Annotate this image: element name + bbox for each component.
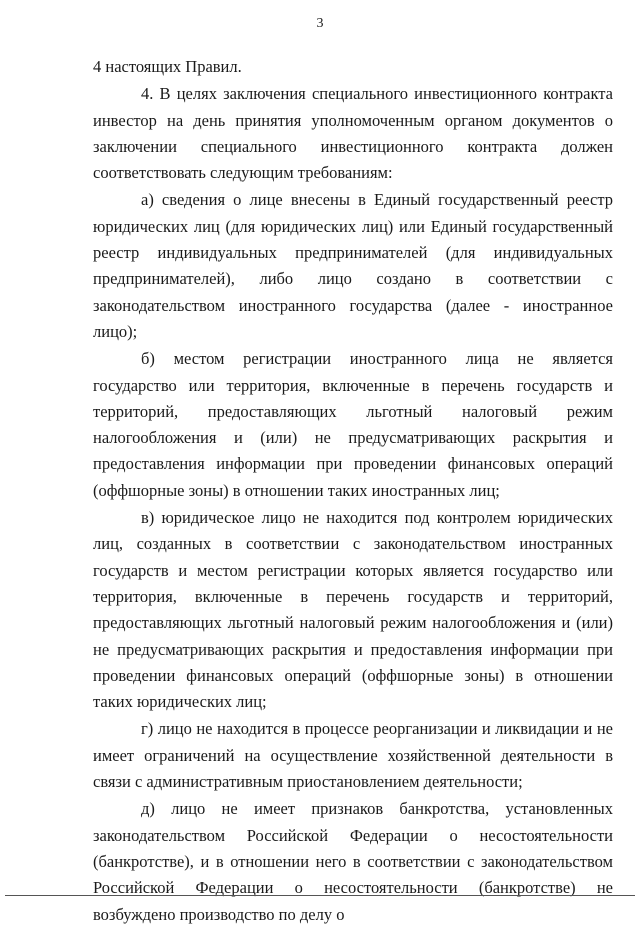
page-number: 3 [316,16,324,31]
paragraph-continuation: 4 настоящих Правил. [93,57,242,76]
document-body [93,54,613,928]
paragraph-item-b: б) местом регистрации иностранного лица не является государство или территория, включенные в перечень государств и территорий, предоставляющих льготный налоговый режим налогообложения и (или) не предусматривающих раскрытия и предоставления информации при проведении финансовых операций (оффшорные зоны) в отношении таких иностранных лиц; [93,349,613,500]
paragraph-item-a: а) сведения о лице внесены в Единый государственный реестр юридических лиц (для юридических лиц) или Единый государственный реестр индивидуальных предпринимателей (для индивидуальных предпринимателей), либо лицо создано в соответствии с законодательством иностранного государства (далее - иностранное лицо); [93,190,613,341]
paragraph-item-v: в) юридическое лицо не находится под контролем юридических лиц, созданных в соответствии с законодательством иностранных государств и местом регистрации которых является государство или территория, включенные в перечень государств и территорий, предоставляющих льготный налоговый режим налогообложения и (или) не предусматривающих раскрытия и предоставления информации при проведении финансовых операций (оффшорные зоны) в отношении таких юридических лиц; [93,508,613,712]
paragraph-item-g: г) лицо не находится в процессе реорганизации и ликвидации и не имеет ограничений на осуществление хозяйственной деятельности в связи с административным приостановлением деятельности; [93,719,613,792]
paragraph-clause-4: 4. В целях заключения специального инвестиционного контракта инвестор на день принятия уполномоченным органом документов о заключении специального инвестиционного контракта должен соответствовать следующим требованиям: [93,84,613,183]
paragraph-item-d: д) лицо не имеет признаков банкротства, установленных законодательством Российской Федерации о несостоятельности (банкротстве), и в отношении него в соответствии с законодательством Российской Федерации о несостоятельности (банкротстве) не возбуждено производство по делу о [93,799,613,924]
page-bottom-border [5,895,635,896]
